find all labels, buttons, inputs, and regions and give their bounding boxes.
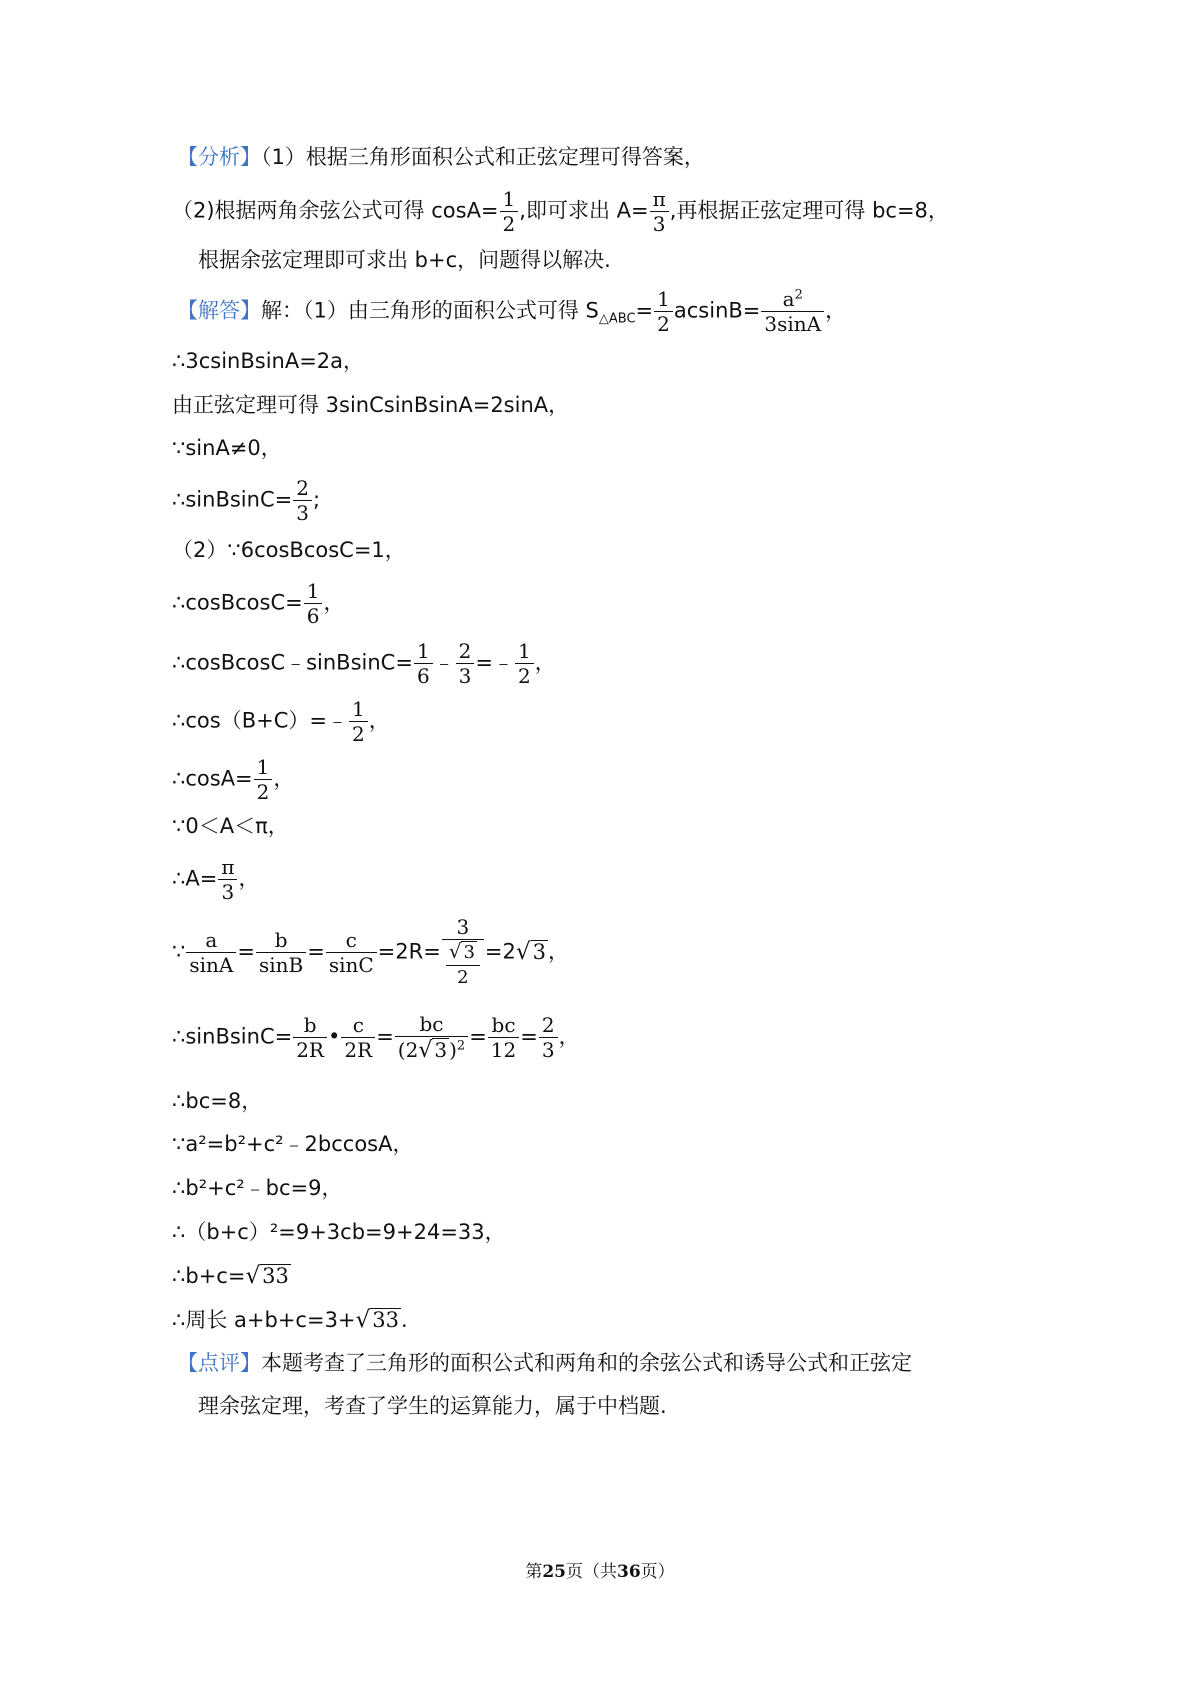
equals-minus: =﹣ [475, 650, 515, 675]
footer-text: 页（共 [566, 1562, 617, 1582]
step-text: ∴cosBcosC= [172, 590, 303, 615]
solution-text-1c: acsinB= [673, 298, 761, 323]
step-text: ∴A= [172, 866, 218, 891]
fraction-half: $\frac{1}{2}$ [654, 288, 673, 335]
remark-line-1 [177, 1349, 912, 1377]
fraction-a-over-sinA: $\frac{a}{\sin A}$ [186, 929, 236, 976]
step-text: ∴周长 a+b+c=3+ [172, 1308, 356, 1332]
step-text: ∴b²+c²﹣bc=9， [172, 1176, 343, 1200]
solution-line-6 [172, 536, 406, 564]
step-text: =2 [484, 939, 516, 964]
step-text: ∵a²=b²+c²﹣2bccosA， [172, 1132, 414, 1156]
step-text: ∵sinA≠0， [172, 436, 282, 460]
equals: = [307, 939, 325, 964]
analysis-text-1: （1）根据三角形面积公式和正弦定理可得答案， [261, 145, 705, 169]
fraction-half: $\frac{1}{2}$ [254, 756, 273, 803]
remark-line-2 [198, 1392, 667, 1420]
comma: ， [273, 766, 295, 791]
solution-text-1a: 解：（1）由三角形的面积公式可得 S [261, 298, 599, 323]
fraction-bc-over-2sqrt3-squared: $\frac{bc}{(2√ 3 )^2}$ [395, 1013, 468, 1062]
fraction-half: $\frac{1}{2}$ [500, 188, 519, 235]
equals: = [520, 1024, 538, 1049]
step-text: ∴b+c= [172, 1264, 246, 1288]
step-text: ∴cos（B+C）=﹣ [172, 708, 348, 733]
solution-line-1 [177, 288, 846, 335]
comma: ， [825, 298, 847, 323]
analysis-line-3 [198, 246, 611, 274]
analysis-line-1 [177, 143, 705, 171]
fraction-1-over-6: $\frac{1}{6}$ [304, 580, 323, 627]
remark-text-1: 本题考查了三角形的面积公式和两角和的余弦公式和诱导公式和正弦定 [261, 1351, 912, 1375]
analysis-text-2b: ,即可求出 A= [519, 198, 649, 223]
step-text: ∴sinBsinC= [172, 487, 293, 512]
current-page-number: 25 [542, 1562, 566, 1582]
solution-line-4 [172, 434, 282, 462]
fraction-2-over-3: $\frac{2}{3}$ [456, 640, 475, 687]
equals: = [469, 1024, 487, 1049]
comma: ， [558, 1024, 580, 1049]
comma: ， [534, 650, 556, 675]
solution-line-10 [172, 756, 294, 803]
solution-line-3 [172, 391, 569, 419]
fraction-3-over-sqrt3-half: $\frac{3}{\frac{√ 3}{2}}$ [442, 916, 484, 989]
fraction-a2-over-3sinA: $\frac{a^2}{3\sin A}$ [761, 288, 824, 335]
analysis-text-2c: ,再根据正弦定理可得 bc=8， [669, 198, 949, 223]
solution-line-5 [172, 477, 320, 524]
solution-line-2 [172, 347, 364, 375]
solution-line-13 [172, 916, 569, 989]
because-symbol: ∵ [172, 939, 186, 964]
step-text: ∴（b+c）²=9+3cb=9+24=33， [172, 1220, 506, 1244]
fraction-bc-over-12: $\frac{bc}{12}$ [488, 1014, 519, 1061]
solution-line-17 [172, 1174, 343, 1202]
fraction-pi-over-3: $\frac{\pi}{3}$ [218, 856, 237, 903]
solution-line-11 [172, 812, 289, 840]
equals: = [376, 1024, 394, 1049]
comma: ， [547, 939, 569, 964]
solution-line-7 [172, 580, 344, 627]
solution-tag: 【解答】 [177, 298, 261, 323]
solution-line-8 [172, 640, 556, 687]
step-text: ∴bc=8， [172, 1089, 263, 1113]
sqrt-3: √3 [515, 938, 546, 965]
step-text: ∴cosA= [172, 766, 253, 791]
fraction-pi-over-3: $\frac{\pi}{3}$ [650, 188, 669, 235]
fraction-b-over-sinB: $\frac{b}{\sin B}$ [256, 929, 306, 976]
total-page-number: 36 [617, 1562, 641, 1582]
step-text: =2R= [377, 939, 441, 964]
analysis-tag: 【分析】 [177, 145, 261, 169]
analysis-text-2a: （2)根据两角余弦公式可得 cosA= [172, 198, 499, 223]
fraction-c-over-sinC: $\frac{c}{\sin C}$ [326, 929, 377, 976]
step-text: ， [323, 590, 345, 615]
sqrt-33: √33 [245, 1263, 289, 1289]
solution-line-12 [172, 856, 259, 903]
page-footer [0, 1557, 1200, 1582]
step-text: 由正弦定理可得 3sinCsinBsinA=2sinA， [172, 393, 570, 417]
minus: ﹣ [433, 650, 455, 675]
equals: = [635, 298, 654, 323]
remark-text-2: 理余弦定理，考查了学生的运算能力，属于中档题. [198, 1394, 667, 1418]
comma: ， [368, 708, 390, 733]
solution-line-18 [172, 1218, 506, 1246]
solution-line-20 [172, 1306, 408, 1334]
solution-line-16 [172, 1130, 414, 1158]
solution-line-14 [172, 1013, 580, 1062]
equals: = [237, 939, 255, 964]
fraction-1-over-6: $\frac{1}{6}$ [414, 640, 433, 687]
remark-tag: 【点评】 [177, 1351, 261, 1375]
comma: ， [238, 866, 260, 891]
footer-text: 第 [525, 1562, 543, 1582]
fraction-2-over-3: $\frac{2}{3}$ [293, 477, 312, 524]
analysis-text-3: 根据余弦定理即可求出 b+c，问题得以解决. [198, 248, 611, 272]
solution-line-19 [172, 1262, 291, 1290]
period: . [400, 1308, 408, 1332]
step-text: ∵0＜A＜π， [172, 814, 289, 838]
analysis-line-2 [172, 188, 949, 235]
step-text: （2）∵6cosBcosC=1， [172, 538, 406, 562]
dot-operator: • [328, 1024, 341, 1049]
fraction-half: $\frac{1}{2}$ [515, 640, 534, 687]
fraction-b-over-2R: $\frac{b}{2R}$ [293, 1014, 327, 1061]
step-text: ∴sinBsinC= [172, 1024, 293, 1049]
fraction-c-over-2R: $\frac{c}{2R}$ [341, 1014, 375, 1061]
fraction-2-over-3: $\frac{2}{3}$ [539, 1014, 558, 1061]
step-text: ∴3csinBsinA=2a， [172, 349, 365, 373]
solution-line-15 [172, 1087, 262, 1115]
fraction-half: $\frac{1}{2}$ [349, 698, 368, 745]
step-text: ; [312, 487, 321, 512]
sqrt-33: √33 [355, 1307, 399, 1333]
footer-text: 页） [640, 1562, 675, 1582]
triangle-subscript: △ABC [598, 311, 636, 327]
fraction-sqrt3-over-2: $\frac{√ 3}{2}$ [446, 941, 480, 989]
step-text: ∴cosBcosC﹣sinBsinC= [172, 650, 413, 675]
solution-line-9 [172, 698, 390, 745]
